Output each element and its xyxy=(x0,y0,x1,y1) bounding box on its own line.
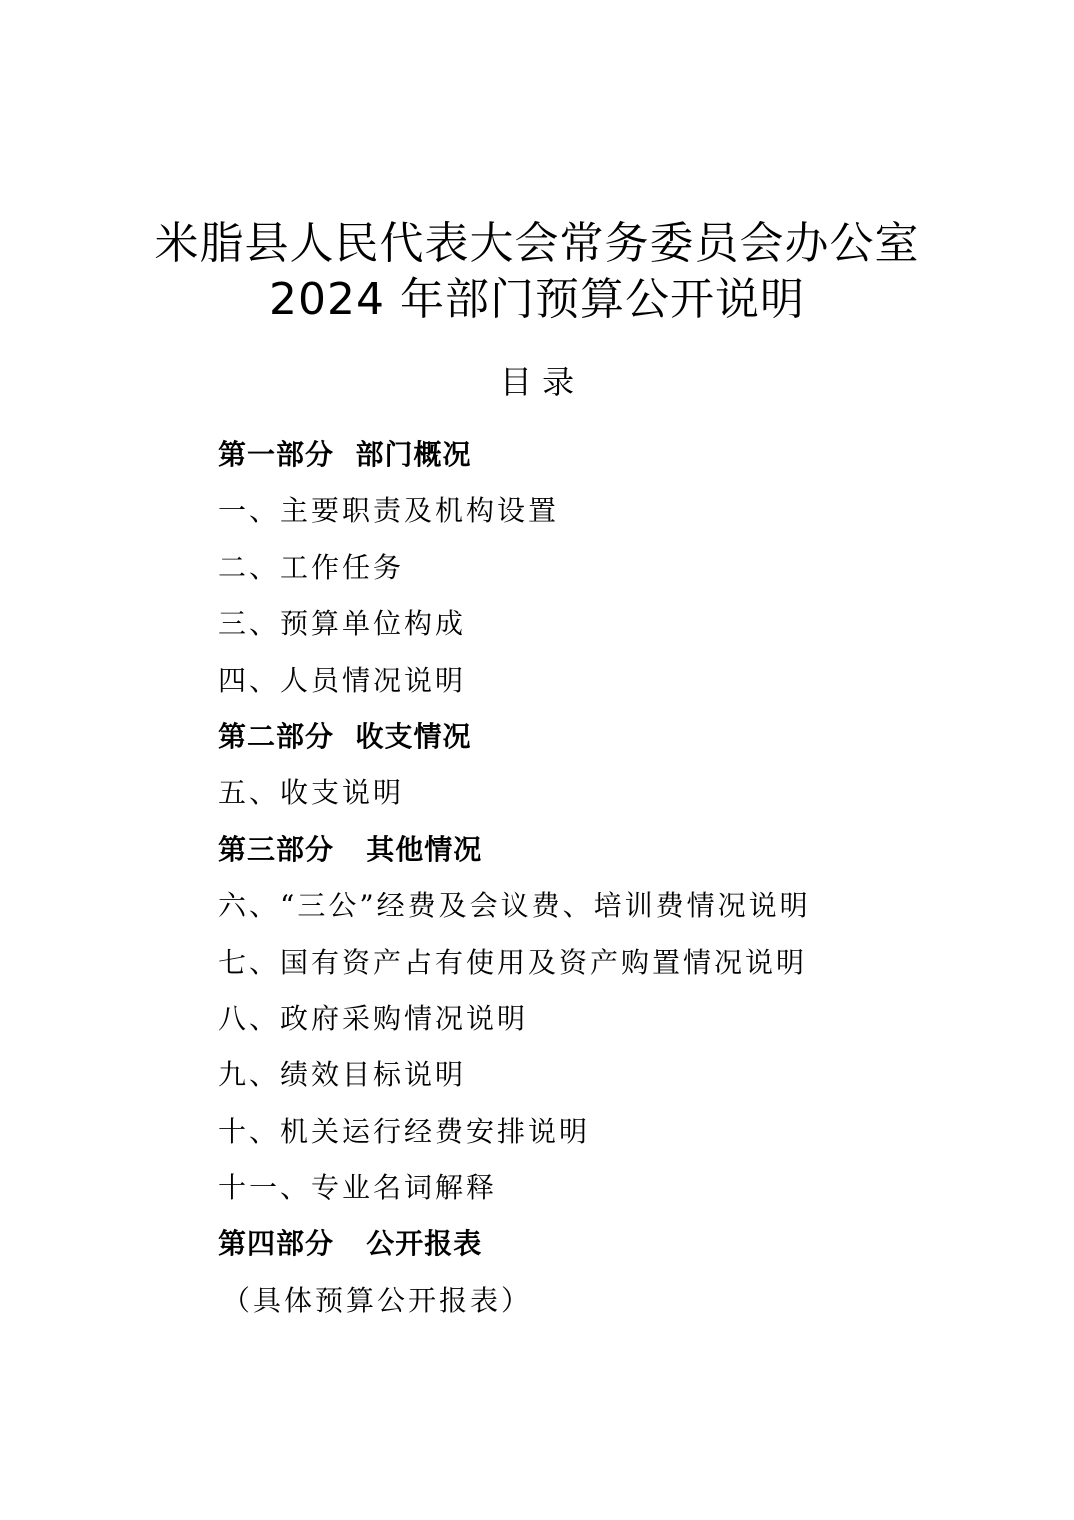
toc-item-2: 二、工作任务 xyxy=(218,550,405,584)
toc-item-11: 十一、专业名词解释 xyxy=(218,1171,498,1205)
toc-part-4: 第四部分 公开报表 xyxy=(218,1227,483,1261)
toc-item-8: 八、政府采购情况说明 xyxy=(218,1001,529,1035)
table-of-contents xyxy=(218,432,1018,1334)
toc-item-10: 十、机关运行经费安排说明 xyxy=(218,1114,591,1148)
toc-item-7: 七、国有资产占有使用及资产购置情况说明 xyxy=(218,945,808,979)
toc-part-3: 第三部分 其他情况 xyxy=(218,832,483,866)
toc-item-4: 四、人员情况说明 xyxy=(218,663,467,697)
toc-item-3: 三、预算单位构成 xyxy=(218,607,467,641)
toc-item-9: 九、绩效目标说明 xyxy=(218,1058,467,1092)
document-title-line1: 米脂县人民代表大会常务委员会办公室 xyxy=(154,218,920,269)
document-title-line2: 2024 年部门预算公开说明 xyxy=(269,274,805,325)
toc-item-5: 五、收支说明 xyxy=(218,776,405,810)
toc-part-2: 第二部分 收支情况 xyxy=(218,719,472,753)
toc-note: （具体预算公开报表） xyxy=(222,1283,533,1317)
toc-item-6: 六、“三公”经费及会议费、培训费情况说明 xyxy=(218,889,811,923)
toc-item-1: 一、主要职责及机构设置 xyxy=(218,494,560,528)
toc-heading: 目 录 xyxy=(499,363,575,401)
toc-part-1: 第一部分 部门概况 xyxy=(218,438,472,471)
